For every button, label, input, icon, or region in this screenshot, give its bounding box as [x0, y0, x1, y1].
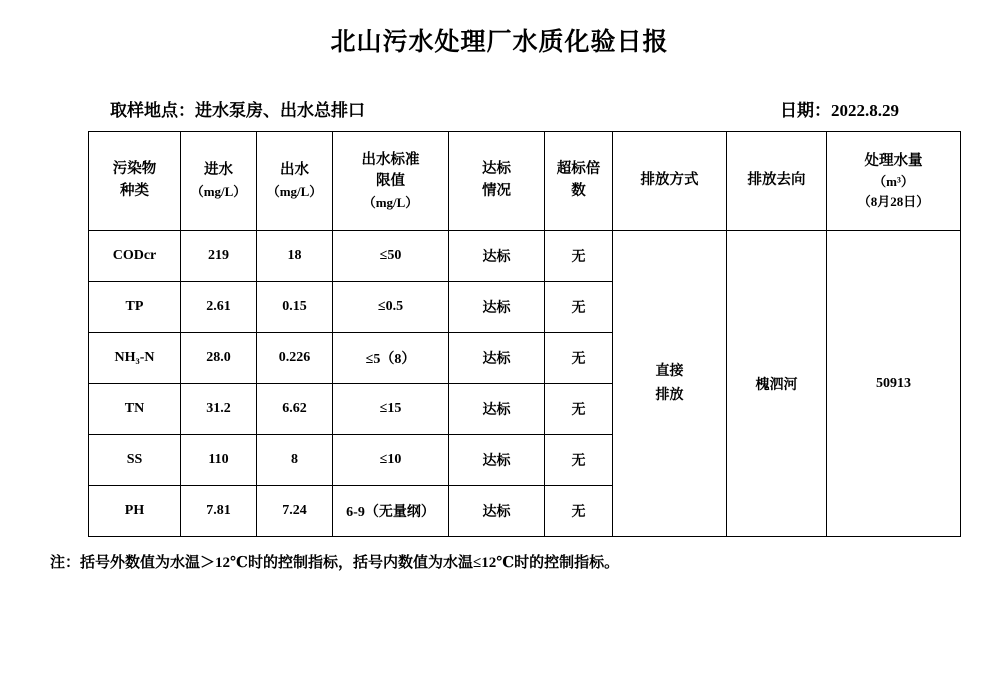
- cell-discharge-destination: 槐泗河: [727, 231, 827, 537]
- header-discharge-mode: 排放方式: [613, 132, 727, 231]
- cell-exceed: 无: [545, 384, 613, 435]
- cell-exceed: 无: [545, 282, 613, 333]
- cell-effluent: 8: [257, 435, 333, 486]
- water-quality-table: [88, 131, 961, 537]
- cell-compliance: 达标: [449, 486, 545, 537]
- cell-discharge-mode: [613, 231, 727, 537]
- header-compliance-line2: 情况: [482, 183, 511, 199]
- cell-influent: 31.2: [181, 384, 257, 435]
- cell-influent: 219: [181, 231, 257, 282]
- cell-compliance: 达标: [449, 231, 545, 282]
- cell-pollutant: NH₃-N: [89, 333, 181, 384]
- cell-pollutant: TP: [89, 282, 181, 333]
- cell-exceed: 无: [545, 435, 613, 486]
- cell-exceed: 无: [545, 333, 613, 384]
- header-standard: [333, 132, 449, 231]
- cell-effluent: 0.226: [257, 333, 333, 384]
- cell-effluent: 7.24: [257, 486, 333, 537]
- cell-compliance: 达标: [449, 282, 545, 333]
- header-pollutant-line1: 污染物: [112, 161, 157, 178]
- header-exceed-line1: 超标倍: [556, 161, 601, 178]
- report-page: [0, 22, 999, 683]
- header-influent: [181, 132, 257, 231]
- header-discharge-destination: 排放去向: [727, 132, 827, 231]
- cell-exceed: 无: [545, 486, 613, 537]
- header-influent-unit: （mg/L）: [190, 184, 247, 200]
- cell-pollutant: SS: [89, 435, 181, 486]
- header-volume: [827, 132, 961, 231]
- cell-compliance: 达标: [449, 333, 545, 384]
- page-title: 北山污水处理厂水质化验日报: [330, 27, 669, 56]
- header-effluent: [257, 132, 333, 231]
- header-compliance-line1: 达标: [482, 161, 511, 178]
- cell-pollutant: PH: [89, 486, 181, 537]
- header-volume-unit: （m³）: [873, 174, 914, 190]
- header-influent-line1: 进水: [204, 162, 233, 179]
- header-exceed: [545, 132, 613, 231]
- cell-compliance: 达标: [449, 384, 545, 435]
- table-header-row: [89, 132, 961, 231]
- header-exceed-line2: 数: [571, 183, 586, 199]
- cell-exceed: 无: [545, 231, 613, 282]
- cell-standard: ≤10: [333, 435, 449, 486]
- header-volume-line1: 处理水量: [864, 152, 923, 169]
- cell-pollutant: CODcr: [89, 231, 181, 282]
- header-volume-date: （8月28日）: [857, 193, 930, 209]
- cell-effluent: 0.15: [257, 282, 333, 333]
- header-standard-line1: 出水标准: [361, 151, 420, 168]
- cell-standard: ≤15: [333, 384, 449, 435]
- cell-standard: ≤50: [333, 231, 449, 282]
- cell-treated-volume: 50913: [827, 231, 961, 537]
- meta-row: [110, 96, 959, 121]
- cell-standard: ≤5（8）: [333, 333, 449, 384]
- cell-influent: 7.81: [181, 486, 257, 537]
- header-standard-line2: 限值: [376, 173, 405, 190]
- cell-pollutant: TN: [89, 384, 181, 435]
- header-pollutant: [89, 132, 181, 231]
- discharge-mode-line1: 直接: [655, 363, 684, 379]
- discharge-mode-line2: 排放: [655, 387, 684, 403]
- cell-effluent: 18: [257, 231, 333, 282]
- cell-effluent: 6.62: [257, 384, 333, 435]
- cell-compliance: 达标: [449, 435, 545, 486]
- header-pollutant-line2: 种类: [120, 183, 149, 199]
- report-date-label: 日期：2022.8.29: [780, 101, 899, 120]
- sampling-location-label: 取样地点：进水泵房、出水总排口: [110, 101, 365, 120]
- cell-influent: 28.0: [181, 333, 257, 384]
- header-compliance: [449, 132, 545, 231]
- header-standard-unit: （mg/L）: [362, 195, 419, 210]
- cell-influent: 2.61: [181, 282, 257, 333]
- cell-standard: 6-9（无量纲）: [333, 486, 449, 537]
- header-effluent-unit: （mg/L）: [266, 184, 323, 200]
- footnote: 注：括号外数值为水温＞12℃时的控制指标，括号内数值为水温≤12℃时的控制指标。: [50, 555, 620, 571]
- cell-standard: ≤0.5: [333, 282, 449, 333]
- header-effluent-line1: 出水: [280, 162, 309, 179]
- table-row: [89, 231, 961, 282]
- cell-influent: 110: [181, 435, 257, 486]
